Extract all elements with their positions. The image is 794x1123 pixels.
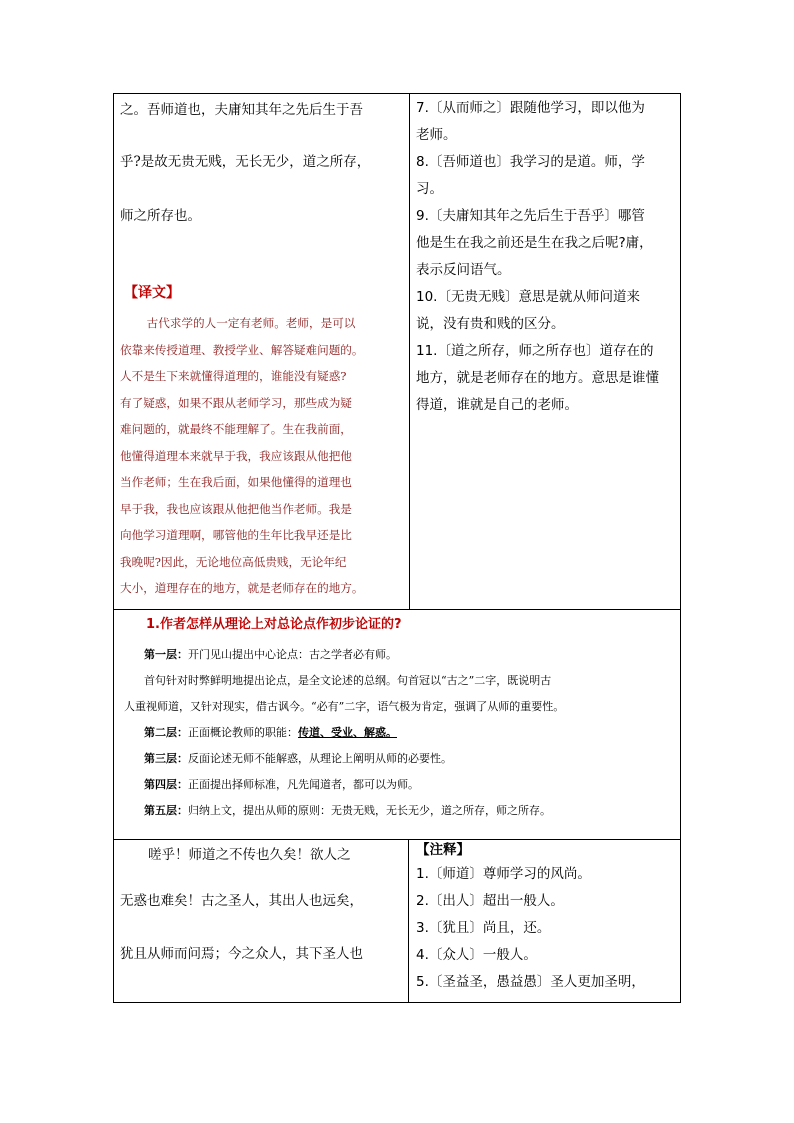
notes-heading: 【注释】 [416,842,470,858]
layer-label: 第三层： [144,752,188,765]
note-line: 得道，谁就是自己的老师。 [416,397,578,413]
translation-line: 古代求学的人一定有老师。老师，是可以 [146,316,356,330]
note-line: 9.〔夫庸知其年之先后生于吾乎〕哪管 [416,208,645,224]
layer-text: 归纳上文，提出从师的原则：无贵无贱，无长无少，道之所存，师之所存。 [188,804,551,817]
translation-line: 有了疑惑，如果不跟从老师学习，那些成为疑 [120,395,352,410]
original-line: 犹且从师而问焉；今之众人，其下圣人也 [120,946,363,962]
row-divider [114,609,680,610]
content-table [113,93,681,1003]
note-line: 10.〔无贵无贱〕意思是就从师问道来 [416,289,640,305]
analysis-layer-3 [124,746,674,772]
note-line: 习。 [416,181,443,197]
original-text-cell-2 [120,839,406,1003]
column-divider [409,94,410,609]
translation-line: 早于我，我也应该跟从他把他当作老师。我是 [120,501,352,516]
translation-heading: 【译文】 [124,285,180,301]
original-line: 无惑也难矣！古之圣人，其出人也远矣， [120,893,363,909]
translation-line: 他懂得道理本来就早于我，我应该跟从他把他 [120,448,352,463]
layer-text: 反面论述无师不能解惑，从理论上阐明从师的必要性。 [188,752,452,765]
analysis-layer-2 [124,720,674,746]
layer-text: 正面提出择师标准，凡先闻道者，都可以为师。 [188,778,419,791]
note-line: 7.〔从而师之〕跟随他学习，即以他为 [416,100,645,116]
original-text-cell [120,94,406,609]
layer-label: 第五层： [144,804,188,817]
note-line: 1.〔师道〕尊师学习的风尚。 [416,866,591,882]
note-line: 4.〔众人〕一般人。 [416,947,537,963]
note-line: 3.〔犹且〕尚且，还。 [416,920,551,936]
analysis-cell [124,614,674,824]
note-line: 他是生在我之前还是生在我之后呢?庸， [416,235,653,251]
question-title: 1.作者怎样从理论上对总论点作初步论证的? [146,617,402,632]
translation-line: 人不是生下来就懂得道理的，谁能没有疑惑? [120,369,347,383]
layer-label: 第二层： [144,726,188,739]
layer-emphasis: 传道、受业、解惑。 [298,726,397,739]
original-line: 师之所存也。 [120,208,201,224]
layer-label: 第一层： [144,648,188,661]
translation-line: 向他学习道理啊，哪管他的生年比我早还是比 [120,528,352,542]
analysis-layer-1 [124,642,674,668]
analysis-layer-4 [124,772,674,798]
notes-cell [416,95,678,419]
layer-text: 开门见山提出中心论点：古之学者必有师。 [188,648,397,661]
layer-label: 第四层： [144,778,188,791]
analysis-paragraph: 首句针对时弊鲜明地提出论点，是全文论述的总纲。句首冠以“古之”二字，既说明古 [144,674,552,687]
notes-cell-2 [416,839,678,996]
translation-line: 我晚呢?因此，无论地位高低贵贱，无论年纪 [120,554,347,569]
original-line: 嗟乎！师道之不传也久矣！欲人之 [148,847,351,863]
analysis-paragraph: 人重视师道，又针对现实，借古讽今。“必有”二字，语气极为肯定，强调了从师的重要性。 [124,700,565,713]
analysis-layer-5 [124,798,674,824]
note-line: 11.〔道之所存，师之所存也〕道存在的 [416,343,654,359]
note-line: 8.〔吾师道也〕我学习的是道。师，学 [416,154,645,170]
note-line: 5.〔圣益圣，愚益愚〕圣人更加圣明， [416,974,645,990]
layer-text: 正面概论教师的职能： [188,726,298,739]
translation-block [120,310,404,602]
translation-line: 依靠来传授道理、教授学业、解答疑难问题的。 [120,342,364,357]
note-line: 表示反问语气。 [416,262,511,278]
note-line: 说，没有贵和贱的区分。 [416,316,565,332]
translation-line: 大小，道理存在的地方，就是老师存在的地方。 [120,581,364,595]
translation-line: 难问题的，就最终不能理解了。生在我前面， [120,422,352,436]
note-line: 地方，就是老师存在的地方。意思是谁懂 [416,370,659,386]
original-line: 之。吾师道也，夫庸知其年之先后生于吾 [120,102,363,118]
note-line: 老师。 [416,127,457,143]
original-line: 乎?是故无贵无贱，无长无少，道之所存， [120,154,371,170]
translation-line: 当作老师；生在我后面，如果他懂得的道理也 [120,475,352,489]
note-line: 2.〔出人〕超出一般人。 [416,893,564,909]
column-divider [408,839,409,1003]
